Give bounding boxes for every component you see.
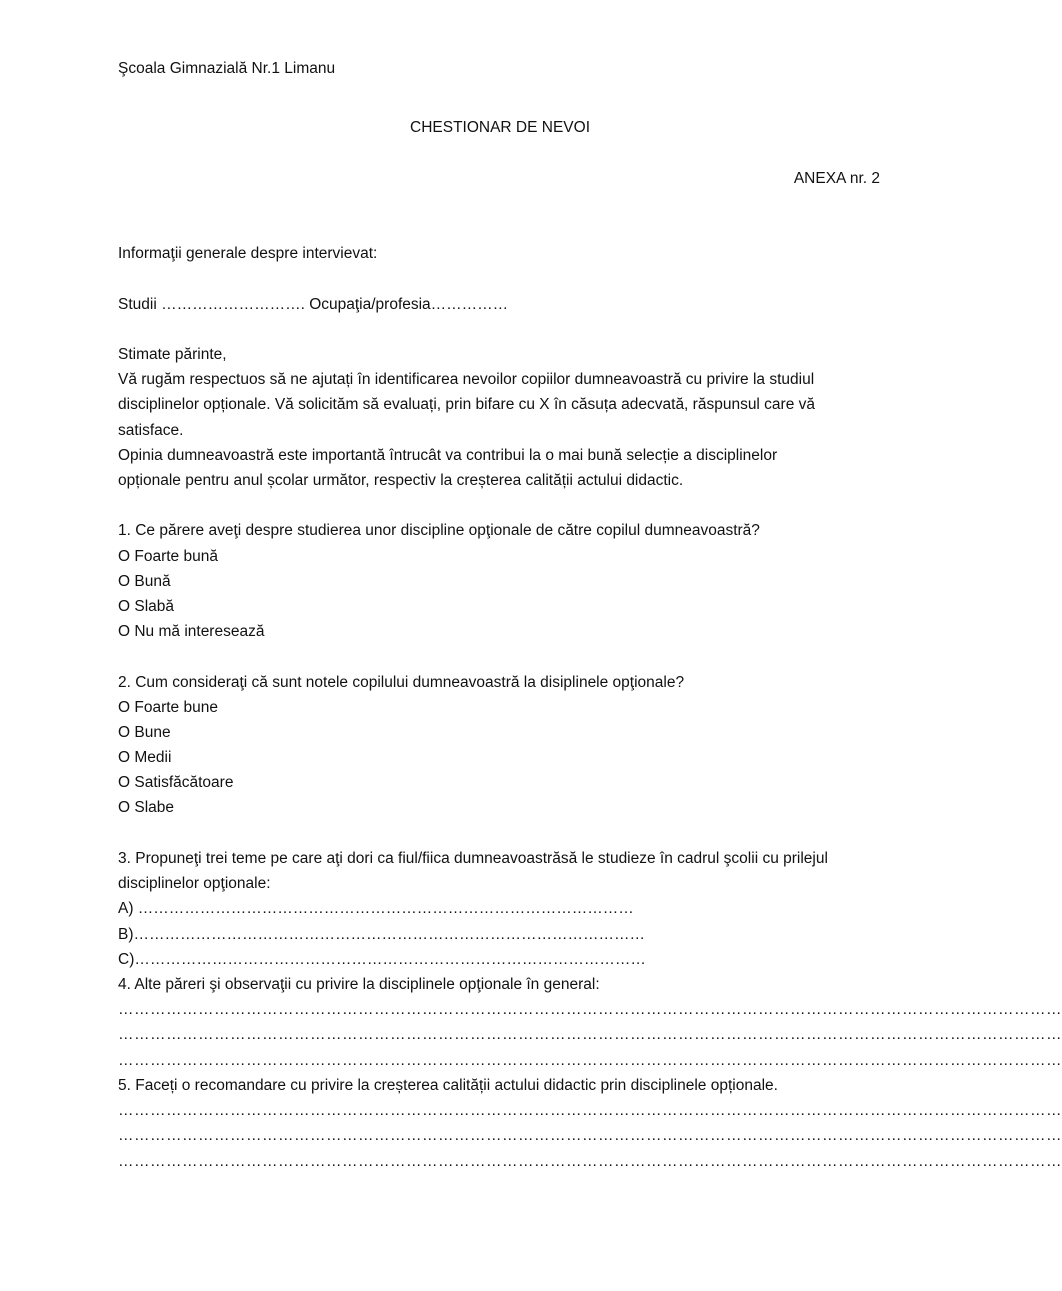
q5-answer-line[interactable]: …………………………………………………………………………………………………………………………………………………………… <box>118 1102 1062 1119</box>
q4-answer-line[interactable]: …………………………………………………………………………………………………………………………………………………………… <box>118 1001 1062 1018</box>
greeting: Stimate părinte, <box>118 346 227 363</box>
q5-answer-line[interactable]: …………………………………………………………………………………………………………………………………………………………… <box>118 1153 1062 1170</box>
document-title: CHESTIONAR DE NEVOI <box>410 119 590 136</box>
school-name: Şcoala Gimnazială Nr.1 Limanu <box>118 60 336 77</box>
q1-option-nu-ma-intereseaza[interactable]: O Nu mă interesează <box>118 623 265 640</box>
q3-answer-a[interactable]: A) …………………………………………………………………………………… <box>118 900 634 917</box>
q1-option-foarte-buna[interactable]: O Foarte bună <box>118 548 218 565</box>
q1-option-slaba[interactable]: O Slabă <box>118 598 175 615</box>
intro-line: Opinia dumneavoastră este importantă întrucât va contribui la o mai bună selecție a disciplinelor <box>118 447 778 464</box>
question-3: 3. Propuneţi trei teme pe care aţi dori ca fiul/fiica dumneavoastrăsă le studieze în cadrul şcolii cu prilejul <box>118 850 828 867</box>
q3-answer-b[interactable]: B)……………………………………………………………………………………… <box>118 926 645 943</box>
general-info-heading: Informaţii generale despre intervievat: <box>118 245 378 262</box>
q5-answer-line[interactable]: …………………………………………………………………………………………………………………………………………………………… <box>118 1127 1062 1144</box>
q2-option-satisfacatoare[interactable]: O Satisfăcătoare <box>118 774 234 791</box>
intro-line: satisface. <box>118 422 184 439</box>
studies-occupation-fields: Studii ………………………. Ocupaţia/profesia…………… <box>118 296 509 313</box>
q2-option-foarte-bune[interactable]: O Foarte bune <box>118 699 218 716</box>
q4-answer-line[interactable]: …………………………………………………………………………………………………………………………………………………………… <box>118 1052 1062 1069</box>
question-1: 1. Ce părere aveţi despre studierea unor discipline opţionale de către copilul dumneavoastră? <box>118 522 760 539</box>
question-3-continued: disciplinelor opţionale: <box>118 875 271 892</box>
intro-line: Vă rugăm respectuos să ne ajutați în identificarea nevoilor copiilor dumneavoastră cu privire la studiul <box>118 371 815 388</box>
q2-option-medii[interactable]: O Medii <box>118 749 172 766</box>
q2-option-bune[interactable]: O Bune <box>118 724 171 741</box>
intro-line: disciplinelor opționale. Vă solicităm să evaluați, prin bifare cu X în căsuța adecvată, răspunsul care vă <box>118 396 816 413</box>
q1-option-buna[interactable]: O Bună <box>118 573 171 590</box>
q2-option-slabe[interactable]: O Slabe <box>118 799 175 816</box>
q3-answer-c[interactable]: C)……………………………………………………………………………………… <box>118 951 646 968</box>
annex-label: ANEXA nr. 2 <box>793 170 880 187</box>
question-4: 4. Alte păreri şi observaţii cu privire la disciplinele opţionale în general: <box>118 976 600 993</box>
question-2: 2. Cum consideraţi că sunt notele copilului dumneavoastră la disiplinele opţionale? <box>118 674 685 691</box>
intro-line: opționale pentru anul școlar următor, respectiv la creșterea calității actului didactic. <box>118 472 684 489</box>
q4-answer-line[interactable]: …………………………………………………………………………………………………………………………………………………………… <box>118 1026 1062 1043</box>
question-5: 5. Faceți o recomandare cu privire la creșterea calității actului didactic prin disciplinele opționale. <box>118 1077 778 1094</box>
